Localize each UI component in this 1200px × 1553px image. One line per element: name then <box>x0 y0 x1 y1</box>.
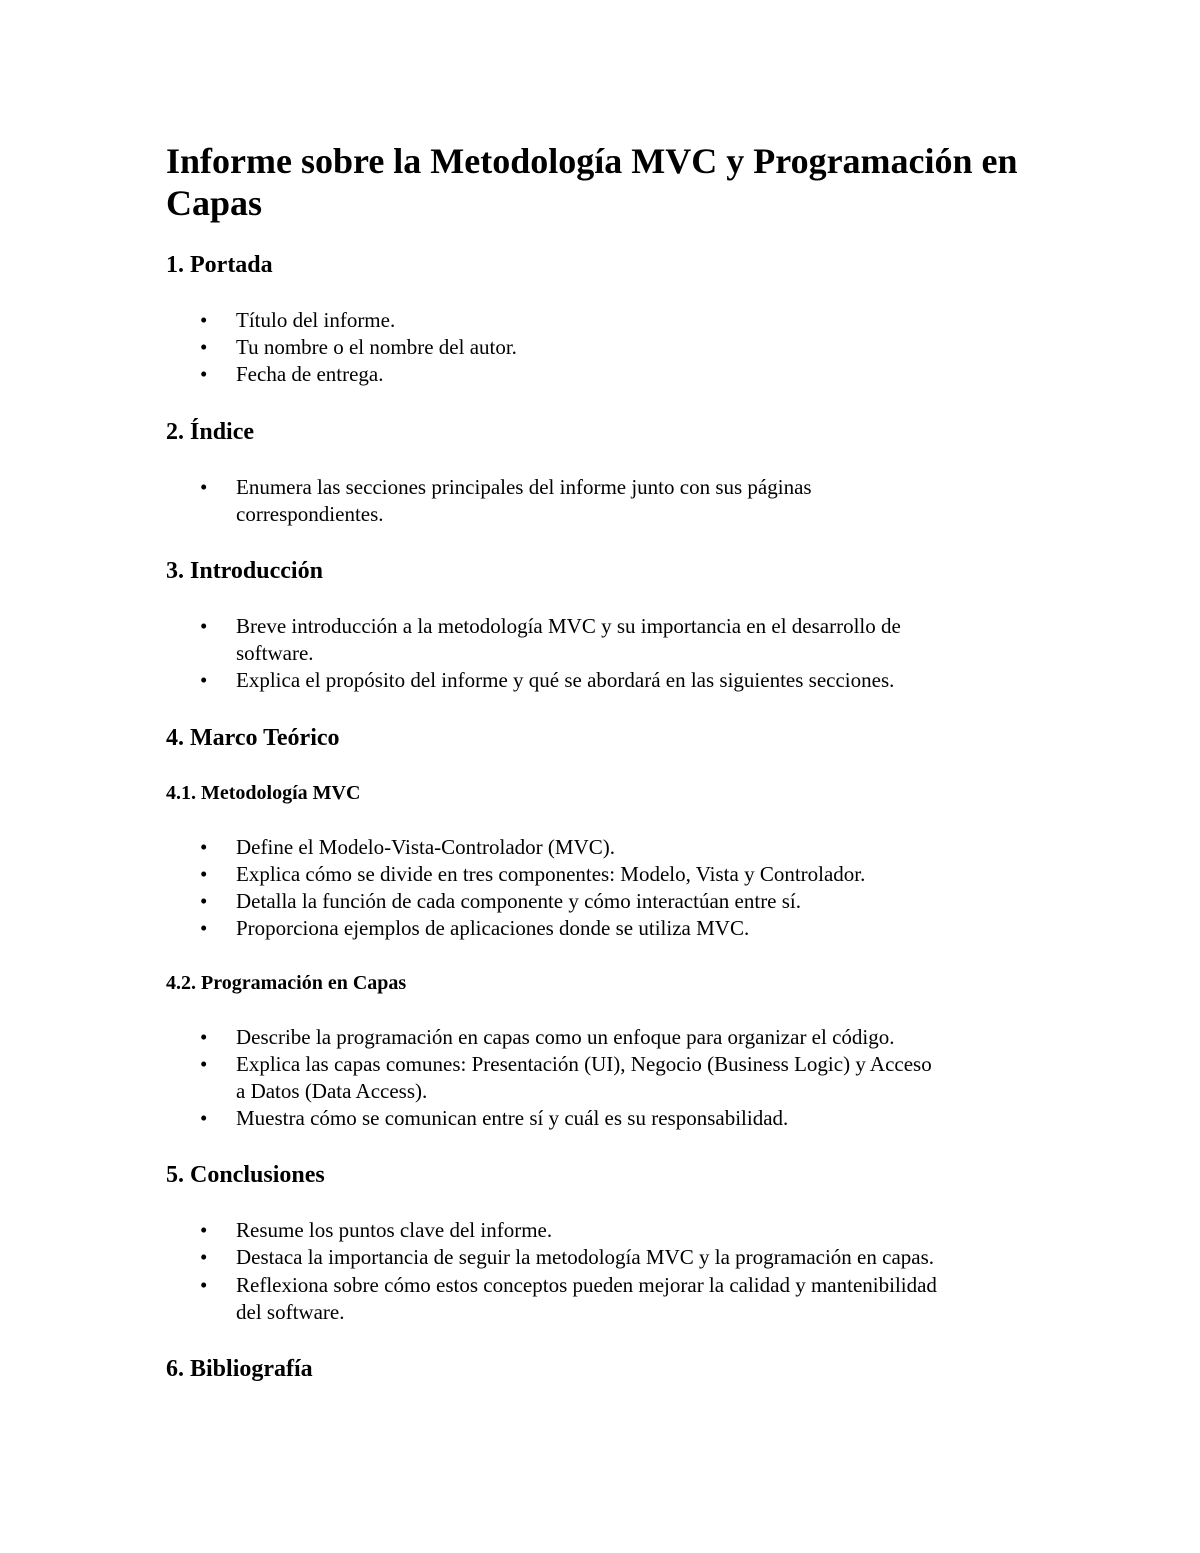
list-item: Breve introducción a la metodología MVC y su importancia en el desarrollo de <box>236 614 901 638</box>
list-item: Enumera las secciones principales del informe junto con sus páginas <box>236 475 812 499</box>
bullet-icon: • <box>200 362 208 386</box>
bullet-icon: • <box>200 916 208 940</box>
bullet-icon: • <box>200 1273 208 1297</box>
document-title-line-2: Capas <box>166 183 263 223</box>
subsection-heading-mvc: 4.1. Metodología MVC <box>166 782 361 804</box>
list-item: Detalla la función de cada componente y cómo interactúan entre sí. <box>236 889 802 913</box>
list-item: Reflexiona sobre cómo estos conceptos pueden mejorar la calidad y mantenibilidad <box>236 1273 937 1297</box>
bullet-icon: • <box>200 1106 208 1130</box>
list-item: Resume los puntos clave del informe. <box>236 1218 553 1242</box>
document-title-line-1: Informe sobre la Metodología MVC y Programación en <box>166 141 1018 181</box>
section-heading-introduccion: 3. Introducción <box>166 558 323 584</box>
bullet-icon: • <box>200 335 208 359</box>
list-item: Proporciona ejemplos de aplicaciones donde se utiliza MVC. <box>236 916 750 940</box>
list-item: Describe la programación en capas como un enfoque para organizar el código. <box>236 1025 895 1049</box>
bullet-icon: • <box>200 614 208 638</box>
list-item: Explica el propósito del informe y qué se abordará en las siguientes secciones. <box>236 668 895 692</box>
list-item: Explica las capas comunes: Presentación (UI), Negocio (Business Logic) y Acceso <box>236 1052 932 1076</box>
section-heading-bibliografia: 6. Bibliografía <box>166 1356 313 1382</box>
bullet-icon: • <box>200 1025 208 1049</box>
bullet-icon: • <box>200 1052 208 1076</box>
list-item: Título del informe. <box>236 308 396 332</box>
bullet-icon: • <box>200 1245 208 1269</box>
bullet-icon: • <box>200 835 208 859</box>
list-item: Muestra cómo se comunican entre sí y cuál es su responsabilidad. <box>236 1106 789 1130</box>
section-heading-portada: 1. Portada <box>166 252 273 278</box>
list-item: Explica cómo se divide en tres componentes: Modelo, Vista y Controlador. <box>236 862 866 886</box>
list-item-continuation: del software. <box>236 1300 345 1324</box>
bullet-icon: • <box>200 308 208 332</box>
bullet-icon: • <box>200 889 208 913</box>
list-item: Destaca la importancia de seguir la metodología MVC y la programación en capas. <box>236 1245 935 1269</box>
bullet-icon: • <box>200 475 208 499</box>
list-item-continuation: software. <box>236 641 314 665</box>
list-item: Tu nombre o el nombre del autor. <box>236 335 517 359</box>
section-heading-indice: 2. Índice <box>166 419 255 445</box>
list-item: Define el Modelo-Vista-Controlador (MVC). <box>236 835 615 859</box>
bullet-icon: • <box>200 862 208 886</box>
bullet-icon: • <box>200 668 208 692</box>
bullet-icon: • <box>200 1218 208 1242</box>
section-heading-conclusiones: 5. Conclusiones <box>166 1162 325 1188</box>
list-item: Fecha de entrega. <box>236 362 384 386</box>
section-heading-marco-teorico: 4. Marco Teórico <box>166 725 340 751</box>
subsection-heading-capas: 4.2. Programación en Capas <box>166 972 407 994</box>
list-item-continuation: correspondientes. <box>236 502 384 526</box>
list-item-continuation: a Datos (Data Access). <box>236 1079 428 1103</box>
